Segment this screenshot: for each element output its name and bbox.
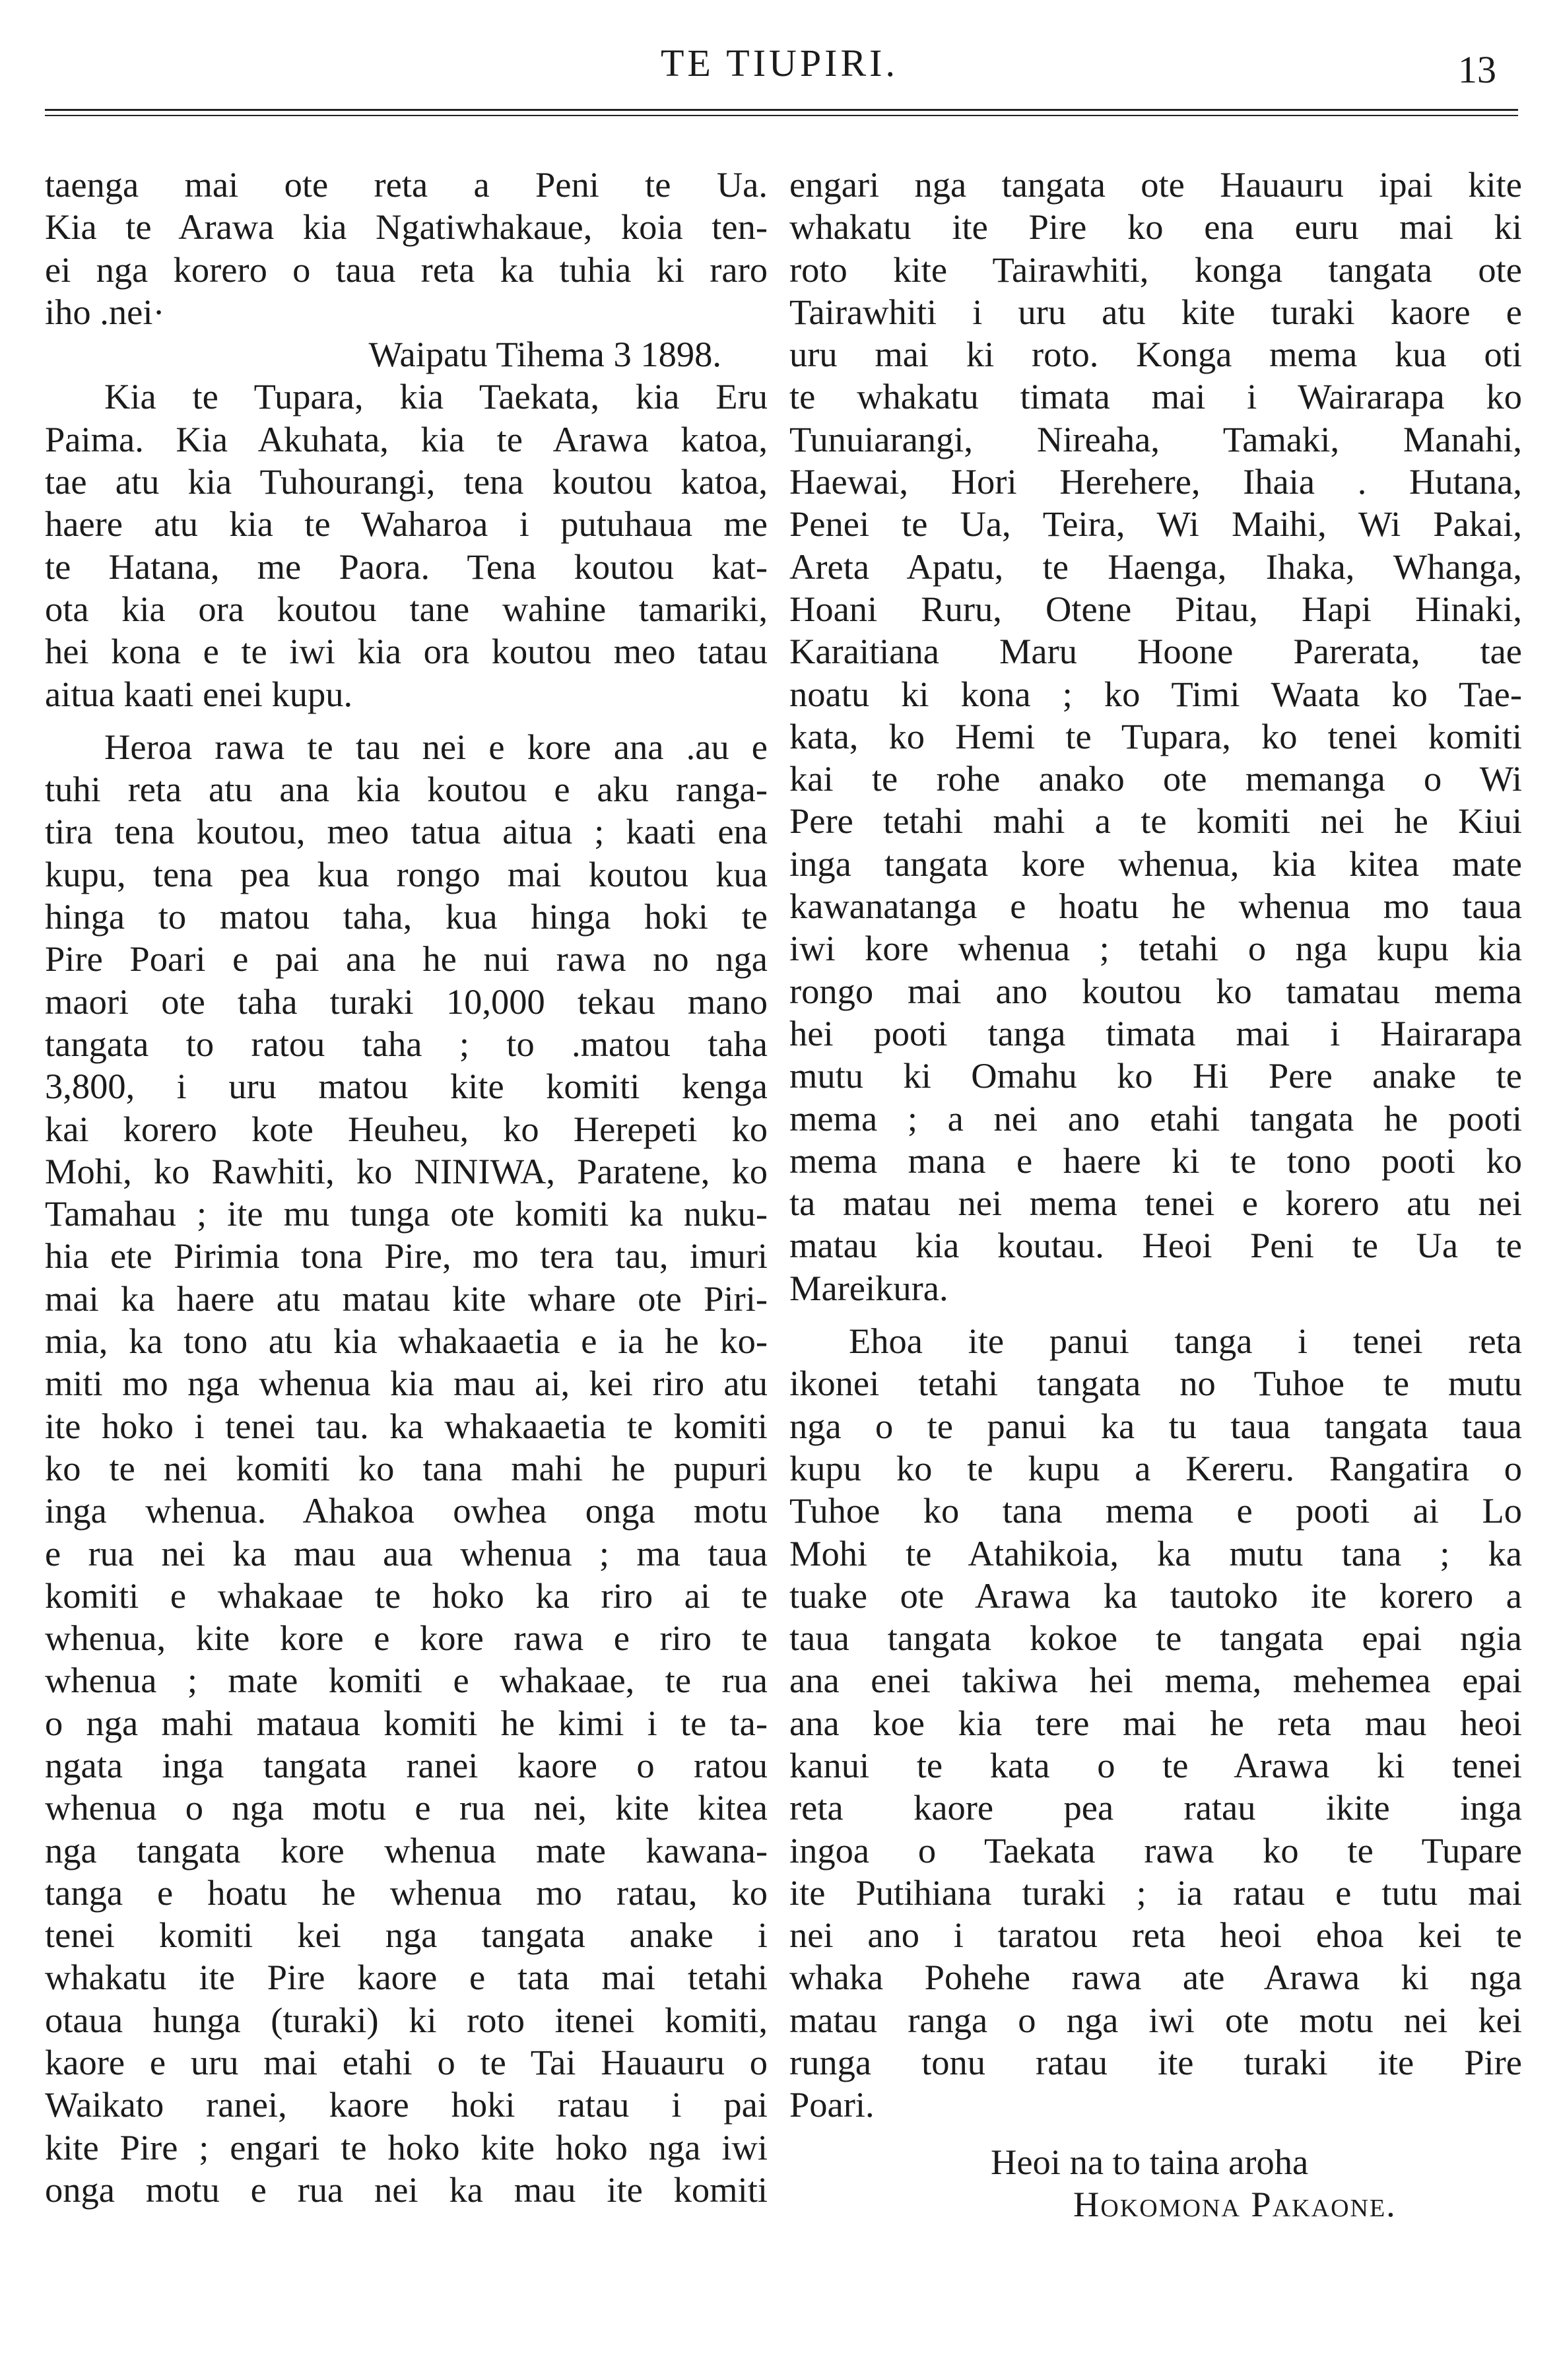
text-line: te Hatana, me Paora. Tena koutou kat- [45, 546, 768, 587]
left-paragraph-2 [45, 376, 768, 715]
left-column [45, 164, 768, 2211]
text-line: ite Putihiana turaki ; ia ratau e tutu mai [789, 1872, 1522, 1913]
text-line: rongo mai ano koutou ko tamatau mema [789, 970, 1522, 1011]
text-line: kite Pire ; engari te hoko kite hoko nga iwi [45, 2127, 768, 2167]
text-line: hei kona e te iwi kia ora koutou meo tatau [45, 631, 768, 672]
text-line: 3,800, i uru matou kite komiti kenga [45, 1066, 768, 1107]
text-line: o nga mahi mataua komiti he kimi i te ta- [45, 1702, 768, 1743]
header-rule-thin [45, 115, 1518, 116]
text-line: maori ote taha turaki 10,000 tekau mano [45, 981, 768, 1022]
text-line: komiti e whakaae te hoko ka riro ai te [45, 1575, 768, 1616]
text-line: kanui te kata o te Arawa ki tenei [789, 1744, 1522, 1785]
text-line: ana enei takiwa hei mema, mehemea epai [789, 1660, 1522, 1701]
text-line: kai te rohe anako ote memanga o Wi [789, 758, 1522, 799]
text-line: Poari. [789, 2084, 875, 2125]
text-line: haere atu kia te Waharoa i putuhaua me [45, 504, 768, 545]
text-line: ta matau nei mema tenei e korero atu nei [789, 1183, 1522, 1224]
text-line: te whakatu timata mai i Wairarapa ko [789, 376, 1522, 417]
text-line: Penei te Ua, Teira, Wi Maihi, Wi Pakai, [789, 504, 1522, 545]
text-line: whenua, kite kore e kore rawa e riro te [45, 1618, 768, 1659]
page-number: 13 [1458, 48, 1496, 91]
text-line: hinga to matou taha, kua hinga hoki te [45, 896, 768, 937]
text-line: matau kia koutau. Heoi Peni te Ua te [789, 1225, 1522, 1266]
text-line: mai ka haere atu matau kite whare ote Piri- [45, 1278, 768, 1319]
text-line: tuhi reta atu ana kia koutou e aku ranga- [45, 769, 768, 810]
text-line: Areta Apatu, te Haenga, Ihaka, Whanga, [789, 546, 1522, 587]
text-line: iwi kore whenua ; tetahi o nga kupu kia [789, 928, 1522, 969]
text-line: tira tena koutou, meo tatua aitua ; kaati ena [45, 811, 768, 852]
dateline: Waipatu Tihema 3 1898. [368, 334, 721, 375]
text-line: mia, ka tono atu kia whakaaetia e ia he ko- [45, 1321, 768, 1362]
text-line: ei nga korero o taua reta ka tuhia ki raro [45, 249, 768, 290]
text-line: roto kite Tairawhiti, konga tangata ote [789, 249, 1522, 290]
left-paragraph-3 [45, 726, 768, 2211]
text-line: ingoa o Taekata rawa ko te Tupare [789, 1830, 1522, 1870]
text-line: miti mo nga whenua kia mau ai, kei riro atu [45, 1363, 768, 1404]
text-line: Kia te Tupara, kia Taekata, kia Eru [104, 376, 768, 417]
text-line: taenga mai ote reta a Peni te Ua. [45, 164, 768, 205]
text-line: uru mai ki roto. Konga mema kua oti [789, 334, 1522, 375]
text-line: ngata inga tangata ranei kaore o ratou [45, 1744, 768, 1785]
text-line: tenei komiti kei nga tangata anake i [45, 1915, 768, 1956]
signature: Hokomona Pakaone. [1073, 2183, 1397, 2224]
text-line: ana koe kia tere mai he reta mau heoi [789, 1702, 1522, 1743]
text-line: mema ; a nei ano etahi tangata he pooti [789, 1098, 1522, 1139]
text-line: whaka Pohehe rawa ate Arawa ki nga [789, 1957, 1522, 1998]
text-line: Ehoa ite panui tanga i tenei reta [849, 1321, 1522, 1362]
text-line: hei pooti tanga timata mai i Hairarapa [789, 1012, 1522, 1053]
text-line: Haewai, Hori Herehere, Ihaia . Hutana, [789, 461, 1522, 502]
text-line: iho .nei· [45, 291, 165, 332]
text-line: matau ranga o nga iwi ote motu nei kei [789, 1999, 1522, 2040]
text-line: kata, ko Hemi te Tupara, ko tenei komiti [789, 715, 1522, 756]
text-line: tae atu kia Tuhourangi, tena koutou katoa, [45, 461, 768, 502]
text-line: taua tangata kokoe te tangata epai ngia [789, 1618, 1522, 1659]
closing-line: Heoi na to taina aroha [991, 2141, 1309, 2182]
text-line: kaore e uru mai etahi o te Tai Hauauru o [45, 2042, 768, 2083]
running-title: TE TIUPIRI. [660, 42, 898, 84]
text-line: runga tonu ratau ite turaki ite Pire [789, 2042, 1522, 2083]
right-paragraph-1 [789, 164, 1522, 1309]
text-line: nga tangata kore whenua mate kawana- [45, 1830, 768, 1870]
text-line: kawanatanga e hoatu he whenua mo taua [789, 886, 1522, 927]
text-line: ota kia ora koutou tane wahine tamariki, [45, 588, 768, 629]
text-line: Mohi te Atahikoia, ka mutu tana ; ka [789, 1533, 1522, 1573]
right-column [789, 164, 1522, 2226]
text-line: inga whenua. Ahakoa owhea onga motu [45, 1490, 768, 1531]
text-line: ko te nei komiti ko tana mahi he pupuri [45, 1447, 768, 1488]
text-line: e rua nei ka mau aua whenua ; ma taua [45, 1533, 768, 1573]
text-line: ite hoko i tenei tau. ka whakaaetia te komiti [45, 1405, 768, 1446]
text-line: kai korero kote Heuheu, ko Herepeti ko [45, 1108, 768, 1149]
text-line: Tamahau ; ite mu tunga ote komiti ka nuku- [45, 1193, 768, 1234]
right-paragraph-2 [789, 1320, 1522, 2127]
text-line: inga tangata kore whenua, kia kitea mate [789, 843, 1522, 884]
text-line: Heroa rawa te tau nei e kore ana .au e [104, 726, 768, 767]
text-line: otaua hunga (turaki) ki roto itenei komiti, [45, 1999, 768, 2040]
text-line: tanga e hoatu he whenua mo ratau, ko [45, 1872, 768, 1913]
text-line: aitua kaati enei kupu. [45, 673, 353, 714]
text-line: kupu, tena pea kua rongo mai koutou kua [45, 853, 768, 894]
text-line: noatu ki kona ; ko Timi Waata ko Tae- [789, 673, 1522, 714]
text-line: Karaitiana Maru Hoone Parerata, tae [789, 631, 1522, 672]
text-line: tuake ote Arawa ka tautoko ite korero a [789, 1575, 1522, 1616]
text-line: whakatu ite Pire ko ena euru mai ki [789, 207, 1522, 248]
text-line: Paima. Kia Akuhata, kia te Arawa katoa, [45, 418, 768, 459]
text-line: Waikato ranei, kaore hoki ratau i pai [45, 2084, 768, 2125]
text-line: Tunuiarangi, Nireaha, Tamaki, Manahi, [789, 418, 1522, 459]
text-line: engari nga tangata ote Hauauru ipai kite [789, 164, 1522, 205]
text-line: Tuhoe ko tana mema e pooti ai Lo [789, 1490, 1522, 1531]
text-line: tangata to ratou taha ; to .matou taha [45, 1023, 768, 1064]
text-line: reta kaore pea ratau ikite inga [789, 1787, 1522, 1828]
text-line: whenua o nga motu e rua nei, kite kitea [45, 1787, 768, 1828]
text-line: mema mana e haere ki te tono pooti ko [789, 1140, 1522, 1181]
text-line: Mohi, ko Rawhiti, ko NINIWA, Paratene, ko [45, 1150, 768, 1191]
text-line: onga motu e rua nei ka mau ite komiti [45, 2169, 768, 2210]
text-line: nga o te panui ka tu taua tangata taua [789, 1405, 1522, 1446]
text-line: Tairawhiti i uru atu kite turaki kaore e [789, 291, 1522, 332]
text-line: Hoani Ruru, Otene Pitau, Hapi Hinaki, [789, 588, 1522, 629]
text-line: mutu ki Omahu ko Hi Pere anake te [789, 1055, 1522, 1096]
text-line: kupu ko te kupu a Kereru. Rangatira o [789, 1447, 1522, 1488]
left-paragraph-1 [45, 164, 768, 333]
text-line: whenua ; mate komiti e whakaae, te rua [45, 1660, 768, 1701]
text-line: nei ano i taratou reta heoi ehoa kei te [789, 1915, 1522, 1956]
text-line: Mareikura. [789, 1267, 948, 1308]
text-line: Pire Poari e pai ana he nui rawa no nga [45, 939, 768, 979]
header-rule [45, 109, 1518, 111]
text-line: Kia te Arawa kia Ngatiwhakaue, koia ten- [45, 207, 768, 248]
text-line: whakatu ite Pire kaore e tata mai tetahi [45, 1957, 768, 1998]
text-line: hia ete Pirimia tona Pire, mo tera tau, imuri [45, 1236, 768, 1276]
text-line: Pere tetahi mahi a te komiti nei he Kiui [789, 801, 1522, 842]
text-line: ikonei tetahi tangata no Tuhoe te mutu [789, 1363, 1522, 1404]
